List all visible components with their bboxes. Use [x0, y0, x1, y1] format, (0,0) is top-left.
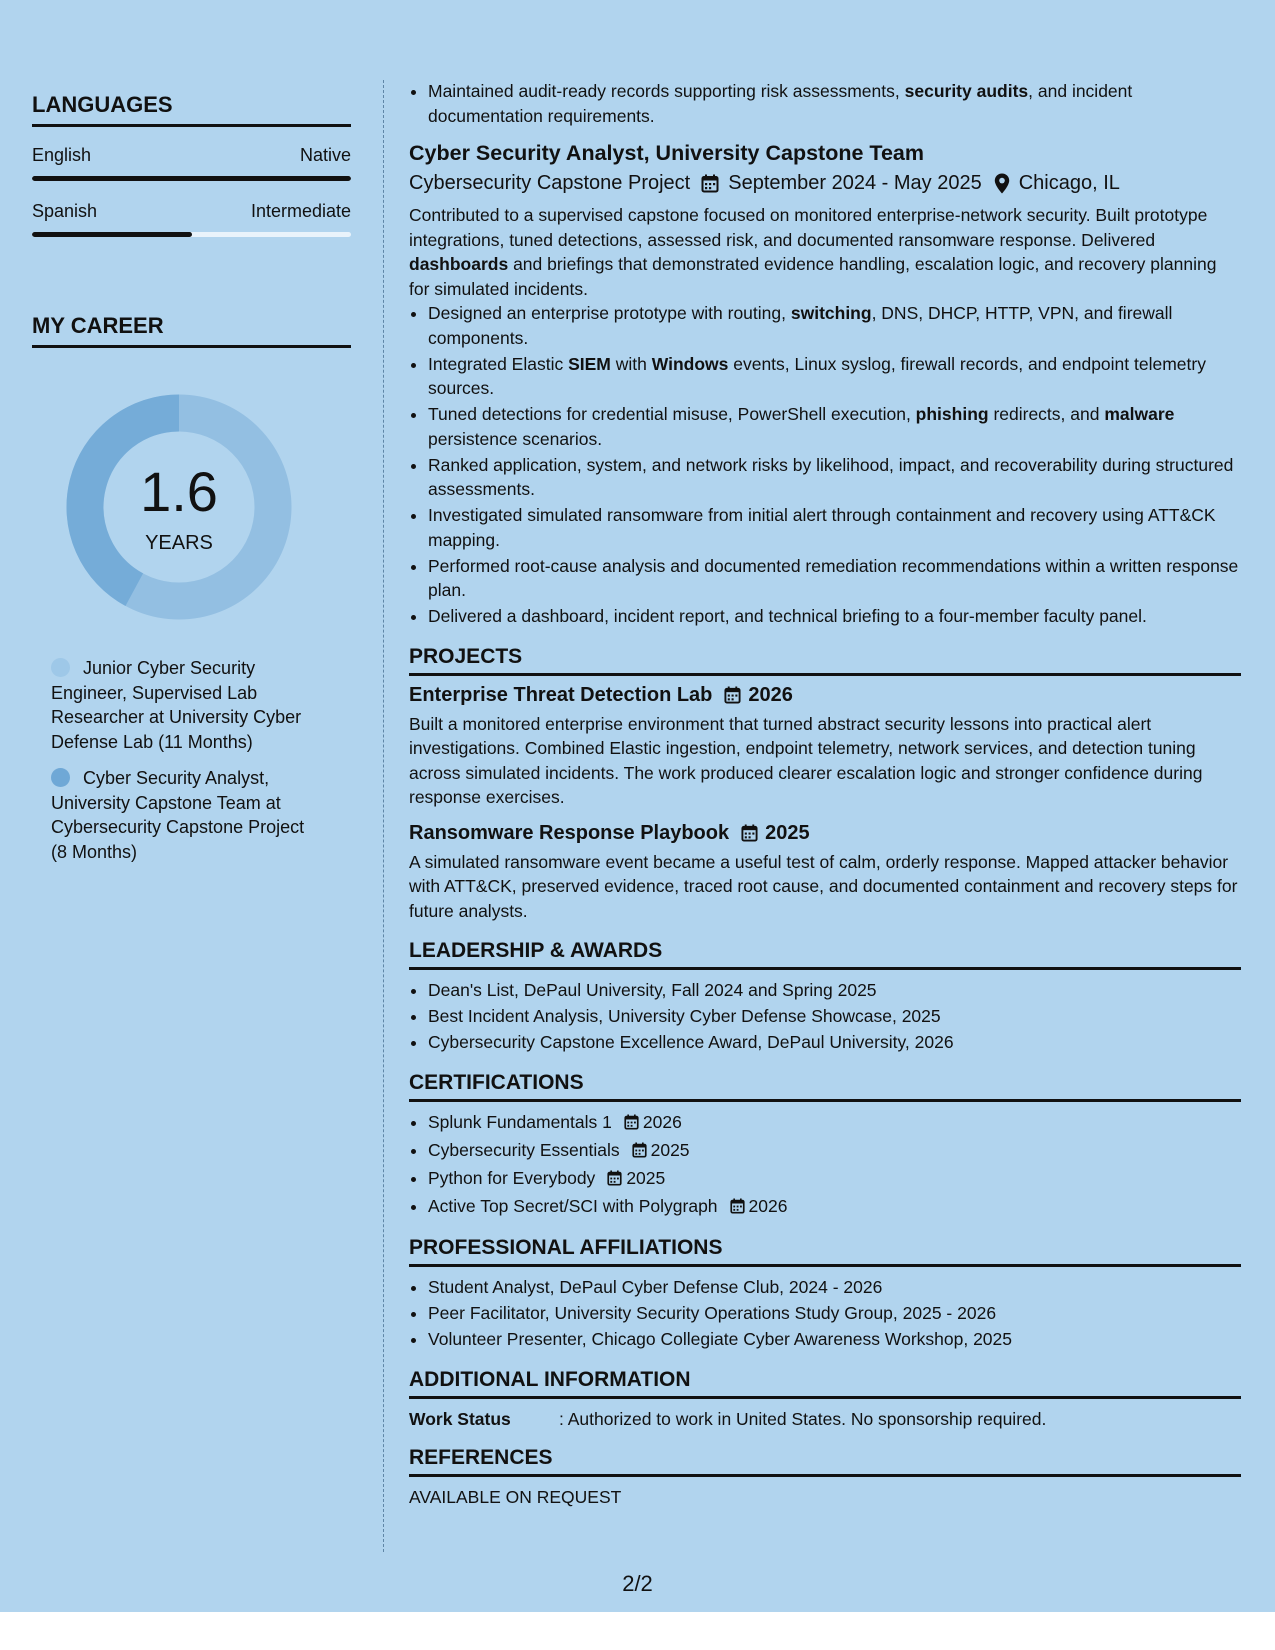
job-location: Chicago, IL [1018, 172, 1120, 194]
awards-heading: LEADERSHIP & AWARDS [409, 939, 1241, 970]
language-proficiency-bar [32, 176, 351, 181]
awards-list [409, 978, 1241, 1055]
language-level: Native [299, 145, 351, 165]
career-donut-chart [64, 392, 294, 622]
project-title: Ransomware Response Playbook [409, 821, 730, 844]
language-name: Spanish [32, 201, 98, 221]
certifications-heading: CERTIFICATIONS [409, 1071, 1241, 1102]
work-status-label: Work Status [409, 1408, 511, 1429]
work-status-value: : Authorized to work in United States. No sponsorship required. [559, 1408, 1047, 1429]
certification-item [428, 1194, 1241, 1221]
calendar-icon [741, 824, 758, 842]
bullet-item: • Investigated simulated ransomware from initial alert through containment and recovery using ATT&CK mapping. [428, 503, 1241, 552]
job-title: Cyber Security Analyst, University Capstone Team [409, 141, 924, 165]
bullet-item: • Ranked application, system, and network risks by likelihood, impact, and recoverability during structured assessments. [428, 453, 1241, 502]
career-role-text: Cyber Security Analyst, University Capstone Team at Cybersecurity Capstone Project (8 Months) [51, 768, 305, 862]
certification-name: Splunk Fundamentals 1 [428, 1111, 612, 1132]
calendar-icon [607, 1168, 622, 1193]
work-status-row [409, 1409, 1241, 1430]
language-proficiency-bar [32, 232, 351, 237]
language-name: English [32, 145, 92, 165]
language-item [32, 145, 351, 181]
language-proficiency-fill [32, 176, 351, 181]
calendar-icon [632, 1140, 647, 1165]
certification-year: 2025 [650, 1139, 690, 1160]
career-total-unit: YEARS [145, 532, 213, 554]
certification-year: 2026 [642, 1111, 682, 1132]
career-legend-item [51, 766, 321, 864]
calendar-icon [730, 1196, 745, 1221]
certification-item [428, 1138, 1241, 1165]
job-company: Cybersecurity Capstone Project [409, 172, 691, 194]
affiliations-list [409, 1275, 1241, 1352]
bullet-item: • Designed an enterprise prototype with routing, switching, DNS, DHCP, HTTP, VPN, and firewall components. [428, 301, 1241, 350]
references-heading: REFERENCES [409, 1446, 1241, 1477]
calendar-icon [724, 686, 741, 704]
legend-dot-icon [51, 658, 70, 677]
bullet-item: • Delivered a dashboard, incident report, and technical briefing to a four-member faculty panel. [428, 604, 1241, 629]
legend-dot-icon [51, 768, 70, 787]
languages-heading: LANGUAGES [32, 92, 351, 127]
list-item: • Dean's List, DePaul University, Fall 2024 and Spring 2025 [428, 978, 1241, 1003]
project-description: A simulated ransomware event became a useful test of calm, orderly response. Mapped attacker behavior with ATT&CK, preserved evidence, traced root cause, and documented containment and recovery steps for future analysts. [409, 851, 1238, 921]
additional-info-heading: ADDITIONAL INFORMATION [409, 1368, 1241, 1399]
certification-name: Active Top Secret/SCI with Polygraph [428, 1195, 718, 1216]
career-role-text: Junior Cyber Security Engineer, Supervised Lab Researcher at University Cyber Defense Lab (11 Months) [51, 658, 302, 752]
list-item: • Peer Facilitator, University Security Operations Study Group, 2025 - 2026 [428, 1301, 1241, 1326]
project-item [409, 684, 1241, 810]
career-total-value: 1.6 [140, 460, 218, 523]
language-proficiency-fill [32, 232, 192, 237]
right-column [409, 79, 1241, 1508]
project-year: 2026 [748, 683, 793, 706]
certifications-list [409, 1110, 1241, 1221]
left-column [32, 92, 351, 876]
bullet-item: • Maintained audit-ready records supporting risk assessments, security audits, and incident documentation requirements. [428, 79, 1241, 128]
page-number: 2/2 [622, 1571, 653, 1596]
bullet-item: • Performed root-cause analysis and documented remediation recommendations within a written response plan. [428, 554, 1241, 603]
column-divider [383, 80, 384, 1552]
job-bullets [409, 301, 1241, 629]
certification-name: Cybersecurity Essentials [428, 1139, 620, 1160]
bullet-item: • Integrated Elastic SIEM with Windows events, Linux syslog, firewall records, and endpoint telemetry sources. [428, 352, 1241, 401]
career-heading: MY CAREER [32, 313, 351, 348]
job-description: Contributed to a supervised capstone focused on monitored enterprise-network security. Built prototype integrations, tuned detections, assessed risk, and documented ransomware response. Delivered dashboards and briefings that demonstrated evidence handling, escalation logic, and recovery planning for simulated incidents. [409, 205, 1217, 299]
certification-year: 2025 [626, 1167, 666, 1188]
project-year: 2025 [765, 821, 810, 844]
career-legend [51, 656, 321, 864]
certification-item [428, 1110, 1241, 1137]
list-item: • Volunteer Presenter, Chicago Collegiate Cyber Awareness Workshop, 2025 [428, 1327, 1241, 1352]
certification-item [428, 1166, 1241, 1193]
references-text: AVAILABLE ON REQUEST [409, 1486, 622, 1507]
map-pin-icon [994, 173, 1010, 194]
language-item [32, 201, 351, 237]
calendar-icon [624, 1112, 639, 1137]
list-item: • Cybersecurity Capstone Excellence Award, DePaul University, 2026 [428, 1030, 1241, 1055]
certification-year: 2026 [748, 1195, 788, 1216]
calendar-icon [701, 174, 719, 193]
job-dates: September 2024 - May 2025 [728, 172, 982, 194]
list-item: • Student Analyst, DePaul Cyber Defense Club, 2024 - 2026 [428, 1275, 1241, 1300]
project-title: Enterprise Threat Detection Lab [409, 683, 713, 706]
projects-heading: PROJECTS [409, 645, 1241, 676]
previous-job-bullets [409, 79, 1241, 128]
job-meta [409, 172, 1241, 195]
list-item: • Best Incident Analysis, University Cyber Defense Showcase, 2025 [428, 1004, 1241, 1029]
career-legend-item [51, 656, 321, 754]
affiliations-heading: PROFESSIONAL AFFILIATIONS [409, 1236, 1241, 1267]
project-description: Built a monitored enterprise environment that turned abstract security lessons into practical alert investigations. Combined Elastic ingestion, endpoint telemetry, network services, and detection tuning across simulated incidents. The work produced clearer escalation logic and stronger confidence during response exercises. [409, 713, 1203, 807]
project-item [409, 822, 1241, 924]
bullet-item: • Tuned detections for credential misuse, PowerShell execution, phishing redirects, and malware persistence scenarios. [428, 402, 1241, 451]
language-level: Intermediate [250, 201, 351, 221]
certification-name: Python for Everybody [428, 1167, 596, 1188]
